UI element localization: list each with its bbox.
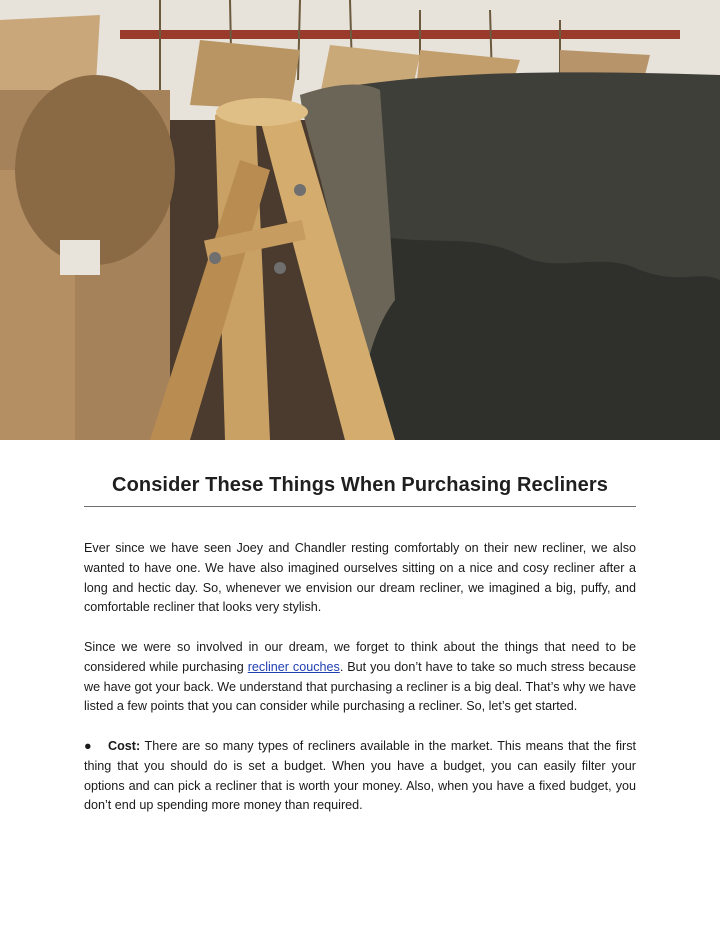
paragraph-dream-end: . But you don’t have to take so much stress because we have got your back. We understand that purchasing a recliner is a big deal. That’s why we have listed a few points that you can consider while purchasing a recliner. So, let’s get started.: [84, 659, 636, 714]
article-body: [84, 539, 636, 836]
title-divider: [84, 506, 636, 507]
recliner-couches-link[interactable]: recliner couches: [247, 659, 340, 674]
paragraph-dream-start: Since we were so involved in our dream, we forget to think about the things that need to be considered while purchasing: [84, 639, 636, 674]
bullet-cost: [84, 737, 636, 816]
hero-image: [0, 0, 720, 440]
paragraph-dream: [84, 638, 636, 717]
bullet-label: Cost:: [108, 738, 141, 753]
paragraph-intro: Ever since we have seen Joey and Chandler resting comfortably on their new recliner, we also wanted to have one. We have also imagined ourselves sitting on a nice and cosy recliner after a long and hectic day. So, whenever we envision our dream recliner, we imagined a big, puffy, and comfortable recliner that looks very stylish.: [84, 541, 636, 615]
article-title: Consider These Things When Purchasing Recliners: [112, 474, 608, 496]
leather-workshop-illustration: [0, 0, 720, 440]
bullet-text: There are so many types of recliners available in the market. This means that the first thing that you should do is set a budget. When you have a budget, you can easily filter your options and can pick a recliner that is worth your money. Also, when you have a fixed budget, you don’t end up spending more money than required.: [84, 738, 636, 813]
bullet-icon: ●: [84, 738, 92, 753]
